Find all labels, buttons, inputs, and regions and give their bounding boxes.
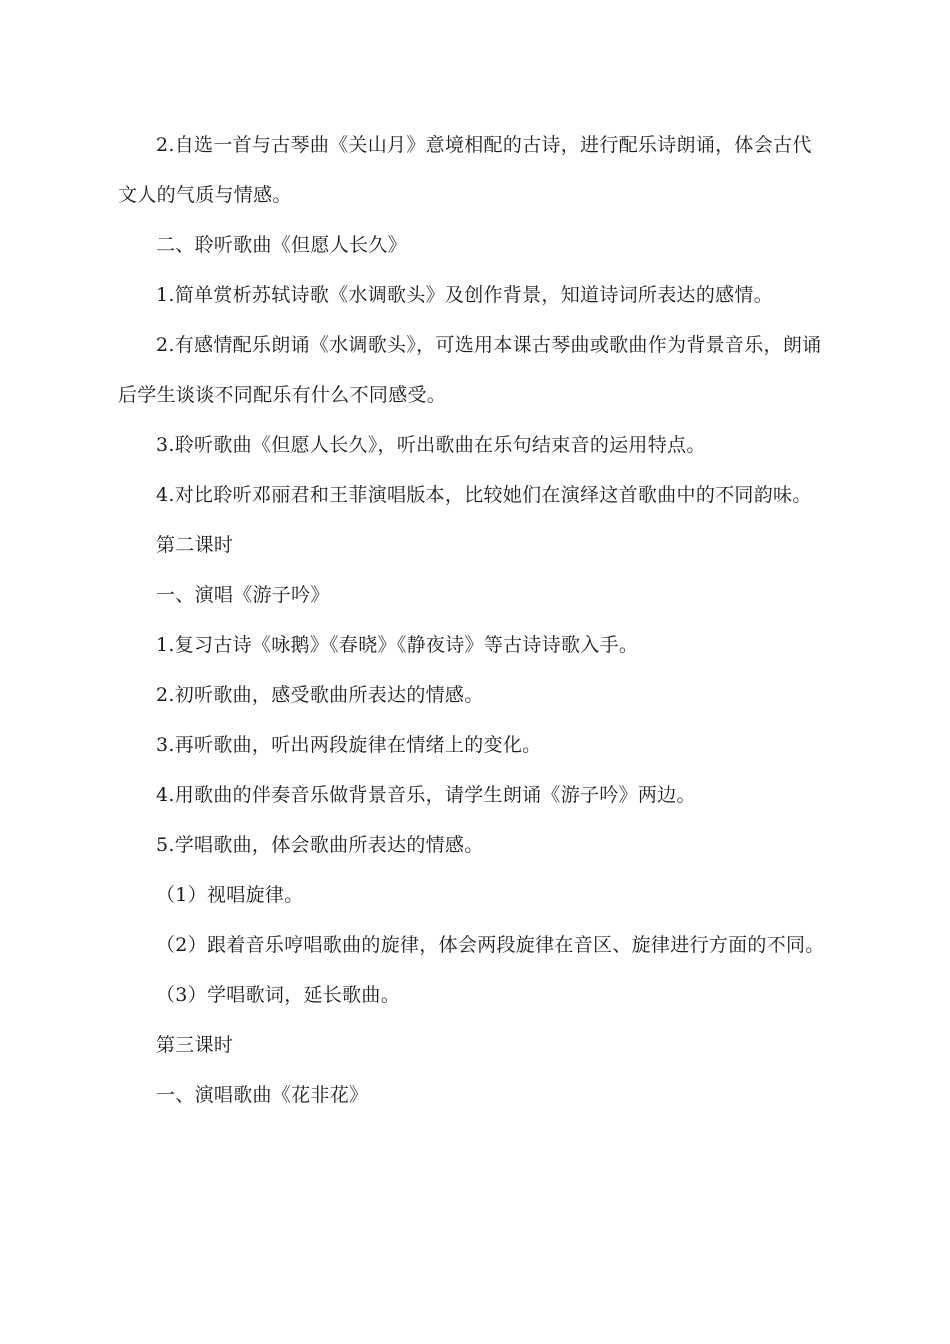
sub-paragraph: （1）视唱旋律。: [156, 884, 304, 906]
paragraph: 4.对比聆听邓丽君和王菲演唱版本，比较她们在演绎这首歌曲中的不同韵味。: [156, 484, 812, 506]
section-heading: 一、演唱《游子吟》: [156, 584, 330, 606]
document-body: [118, 120, 830, 1120]
section-heading: 二、聆听歌曲《但愿人长久》: [156, 234, 407, 256]
paragraph: 2.有感情配乐朗诵《水调歌头》，可选用本课古琴曲或歌曲作为背景音乐，朗诵后学生谈谈不同配乐有什么不同感受。: [118, 334, 822, 406]
lesson-heading: 第三课时: [156, 1034, 234, 1056]
sub-paragraph: （2）跟着音乐哼唱歌曲的旋律，体会两段旋律在音区、旋律进行方面的不同。: [156, 934, 825, 956]
paragraph: 1.简单赏析苏轼诗歌《水调歌头》及创作背景，知道诗词所表达的感情。: [156, 284, 774, 306]
paragraph: 1.复习古诗《咏鹅》《春晓》《静夜诗》等古诗诗歌入手。: [156, 634, 639, 656]
paragraph: 4.用歌曲的伴奏音乐做背景音乐，请学生朗诵《游子吟》两边。: [156, 784, 696, 806]
sub-paragraph: （3）学唱歌词，延长歌曲。: [156, 984, 400, 1006]
paragraph: 2.自选一首与古琴曲《关山月》意境相配的古诗，进行配乐诗朗诵，体会古代文人的气质与情感。: [118, 134, 812, 206]
section-heading: 一、演唱歌曲《花非花》: [156, 1084, 369, 1106]
paragraph: 3.聆听歌曲《但愿人长久》，听出歌曲在乐句结束音的运用特点。: [156, 434, 706, 456]
paragraph: 3.再听歌曲，听出两段旋律在情绪上的变化。: [156, 734, 542, 756]
paragraph: 5.学唱歌曲，体会歌曲所表达的情感。: [156, 834, 484, 856]
lesson-heading: 第二课时: [156, 534, 234, 556]
paragraph: 2.初听歌曲，感受歌曲所表达的情感。: [156, 684, 484, 706]
